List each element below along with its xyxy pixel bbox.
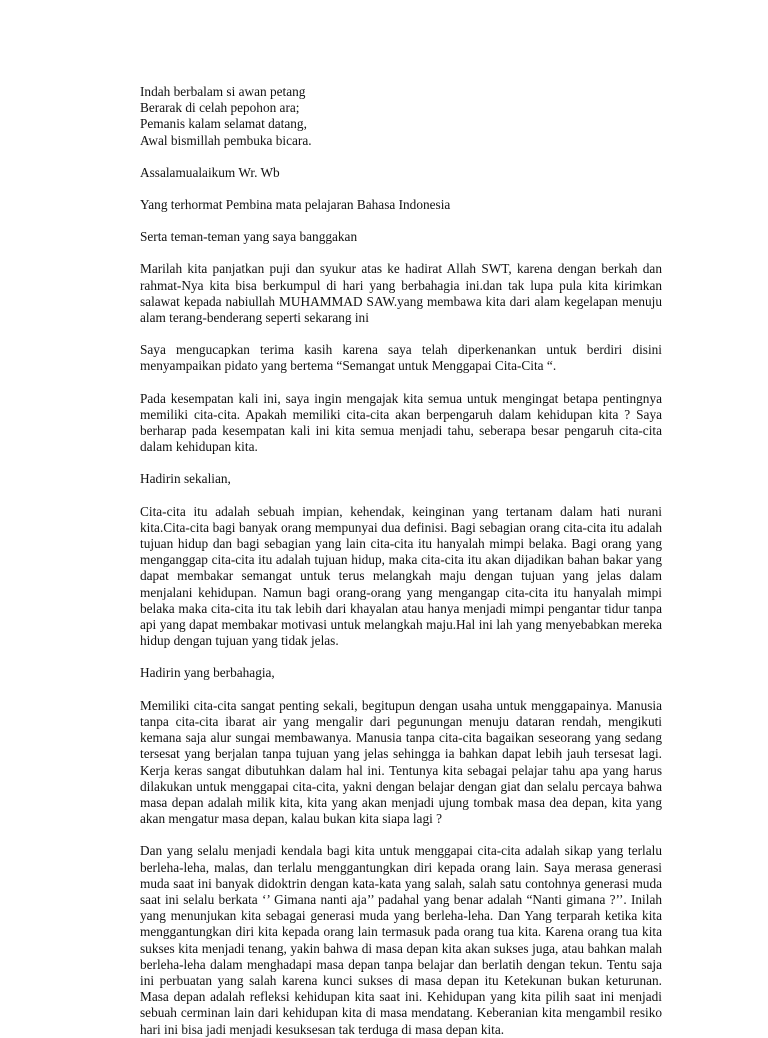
poem-line: Pemanis kalam selamat datang, [140,116,307,132]
paragraph: Pada kesempatan kali ini, saya ingin mengajak kita semua untuk mengingat betapa pentingnya memiliki cita-cita. Apakah memiliki cita-cita akan berpengaruh dalam kehidupan kita ? Saya berharap pada kesempatan kali ini kita semua menjadi tahu, seberapa besar pengaruh cita-cita dalam kehidupan kita. [140,390,662,455]
poem-line: Indah berbalam si awan petang [140,84,306,99]
salutation-friends: Serta teman-teman yang saya banggakan [140,229,358,245]
paragraph: Dan yang selalu menjadi kendala bagi kita untuk menggapai cita-cita adalah sikap yang terlalu berleha-leha, malas, dan terlalu menggantungkan diri kepada orang lain. Saya merasa generasi muda saat ini banyak didoktrin dengan kata-kata yang salah, salah satu contohnya generasi muda saat ini selalu berkata ‘’ Gimana nanti aja’’ padahal yang benar adalah “Nanti gimana ?’’. Inilah yang menunjukan kita sebagai generasi muda yang berleha-leha. Dan Yang terparah ketika kita menggantungkan diri kita kepada orang lain termasuk pada orang tua kita. Karena orang tua kita sukses kita menjadi tenang, yakin bahwa di masa depan kita akan sukses juga, atau bahkan malah berleha-leha dalam menghadapi masa depan tanpa belajar dan berlatih dengan tekun. Tentu saja ini perbuatan yang salah karena kunci sukses di masa depan itu Ketekunan bukan keturunan. Masa depan adalah refleksi kehidupan kita saat ini. Kehidupan yang kita pilih saat ini menjadi sebuah cerminan lain dari kehidupan kita di masa mendatang. Keberanian kita mengambil resiko hari ini bisa jadi menjadi kesuksesan tak terduga di masa depan kita. [140,843,662,1037]
paragraph: Saya mengucapkan terima kasih karena saya telah diperkenankan untuk berdiri disini menyampaikan pidato yang bertema “Semangat untuk Menggapai Cita-Cita “. [140,342,662,374]
audience-address: Hadirin sekalian, [140,471,231,487]
paragraph: Marilah kita panjatkan puji dan syukur atas ke hadirat Allah SWT, karena dengan berkah dan rahmat-Nya kita bisa berkumpul di hari yang berbahagia ini.dan tak lupa pula kita kirimkan salawat kepada nabiullah MUHAMMAD SAW.yang membawa kita dari alam kegelapan menuju alam terang-benderang seperti sekarang ini [140,261,662,326]
audience-address: Hadirin yang berbahagia, [140,665,275,681]
paragraph: Memiliki cita-cita sangat penting sekali, begitupun dengan usaha untuk menggapainya. Manusia tanpa cita-cita ibarat air yang mengalir dari pegunungan menuju dataran rendah, mengikuti kemana saja alur sungai membawanya. Manusia tanpa cita-cita bagaikan seseorang yang sedang tersesat yang berjalan tanpa tujuan yang jelas sehingga ia bahkan dapat lebih jauh tersesat lagi. Kerja keras sangat dibutuhkan dalam hal ini. Tentunya kita sebagai pelajar tahu apa yang harus dilakukan untuk menggapai cita-cita, yakni dengan belajar dengan giat dan selalu percaya bahwa masa depan adalah milik kita, kita yang akan menjadi ujung tombak masa dea depan, kita yang akan mengatur masa depan, kalau bukan kita siapa lagi ? [140,697,662,827]
speech-text [140,84,662,1038]
opening-poem [140,84,662,149]
greeting: Assalamualaikum Wr. Wb [140,164,280,180]
poem-line: Berarak di celah pepohon ara; [140,100,300,116]
poem-line: Awal bismillah pembuka bicara. [140,132,312,148]
paragraph: Cita-cita itu adalah sebuah impian, kehendak, keinginan yang tertanam dalam hati nurani kita.Cita-cita bagi banyak orang mempunyai dua definisi. Bagi sebagian orang cita-cita itu adalah tujuan hidup dan bagi sebagian yang lain cita-cita itu hanyalah mimpi belaka. Bagi orang yang menganggap cita-cita itu adalah tujuan hidup, maka cita-cita itu akan dijadikan bahan bakar yang dapat membakar semangat untuk terus melangkah maju dengan tujuan yang jelas dalam menjalani kehidupan. Namun bagi orang-orang yang mengangap cita-cita itu hanyalah mimpi belaka maka cita-cita itu tak lebih dari khayalan atau hanya menjadi mimpi pengantar tidur tanpa api yang dapat membakar motivasi untuk melangkah maju.Hal ini lah yang menyebabkan mereka hidup dengan tujuan yang tidak jelas. [140,503,662,649]
salutation-teacher: Yang terhormat Pembina mata pelajaran Bahasa Indonesia [140,197,451,213]
